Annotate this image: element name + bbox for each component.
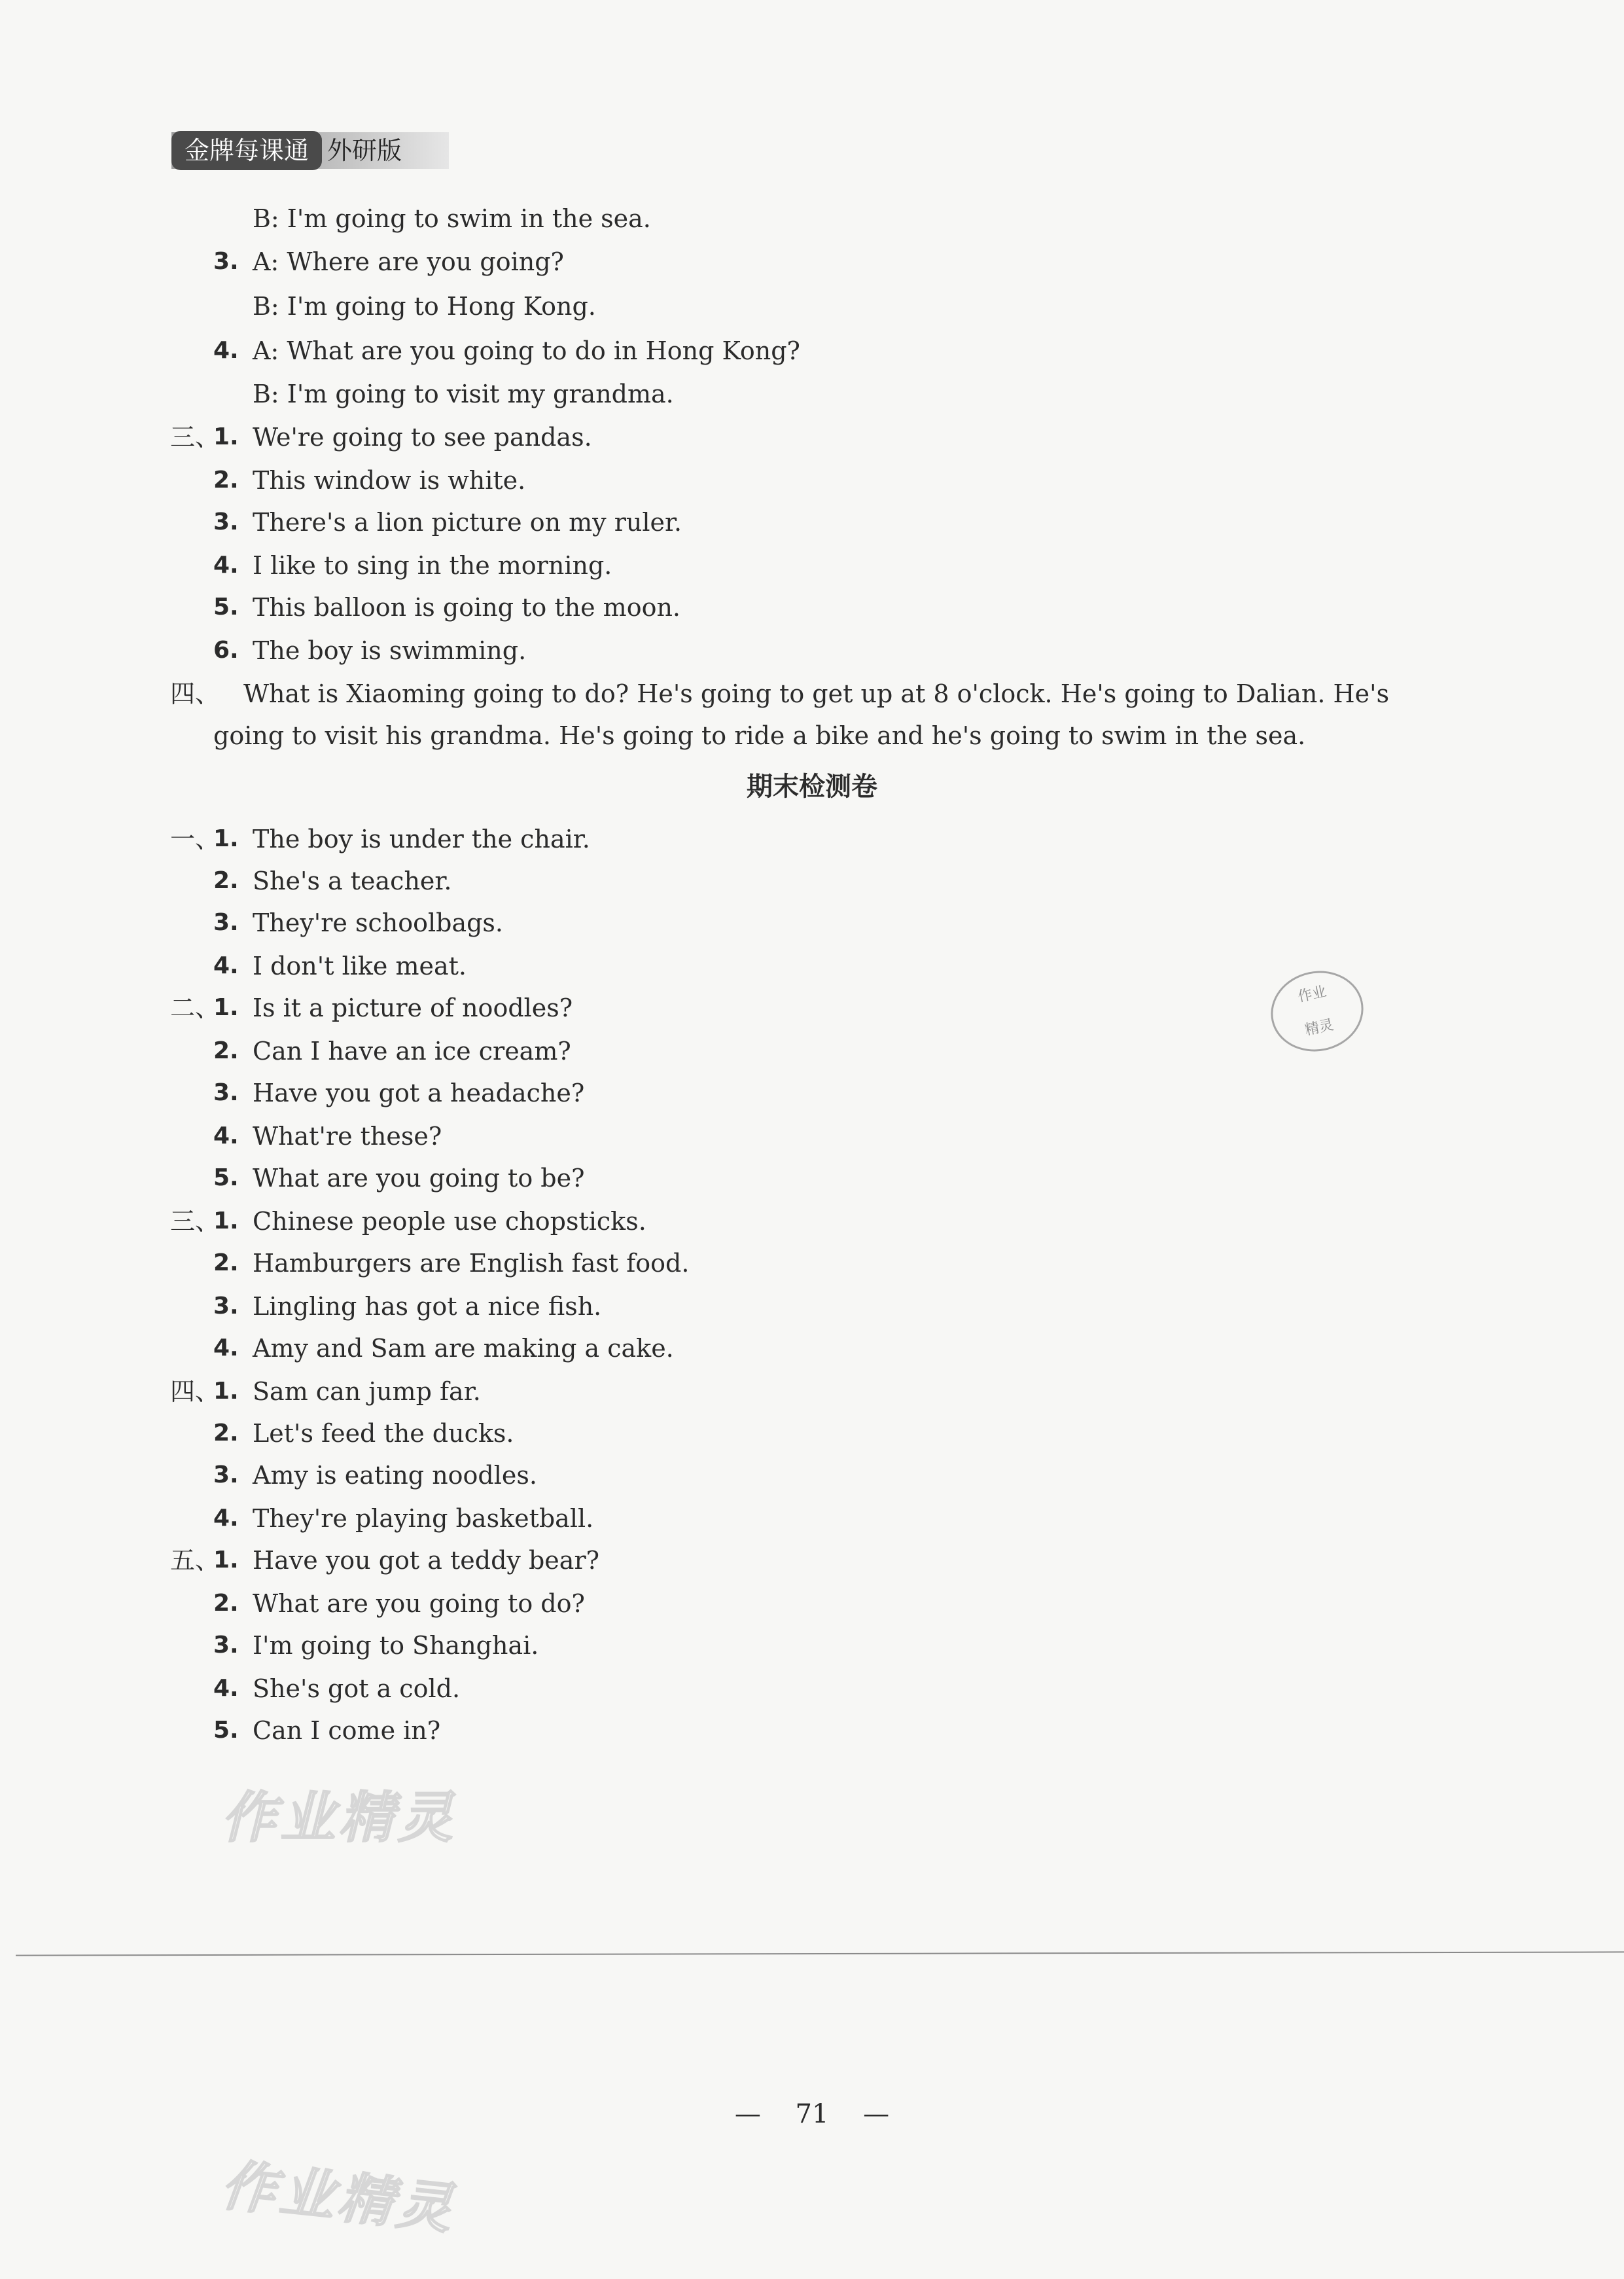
- section-marker: 四、: [170, 679, 221, 708]
- answer-line: Can I come in?: [253, 1716, 441, 1745]
- answer-line: What are you going to do?: [253, 1589, 585, 1618]
- answer-line: Amy is eating noodles.: [253, 1461, 537, 1490]
- answer-line: Have you got a teddy bear?: [253, 1546, 599, 1575]
- item-number: 2.: [213, 1420, 239, 1446]
- section-marker: 四、: [170, 1377, 221, 1406]
- item-number: 1.: [213, 994, 239, 1021]
- page-number-dash-left: —: [734, 2099, 761, 2129]
- section-marker: 二、: [170, 994, 221, 1022]
- item-number: 3.: [213, 1632, 239, 1659]
- answer-line: Let's feed the ducks.: [253, 1419, 514, 1448]
- answer-line: Sam can jump far.: [253, 1377, 481, 1406]
- item-number: 2.: [213, 467, 239, 493]
- item-number: 4.: [213, 337, 239, 364]
- answer-line: Hamburgers are English fast food.: [253, 1249, 690, 1278]
- section-marker: 三、: [170, 423, 221, 452]
- item-number: 4.: [213, 1335, 239, 1361]
- item-number: 2.: [213, 867, 239, 894]
- answer-line: They're schoolbags.: [253, 908, 504, 937]
- answer-line: going to visit his grandma. He's going to ride a bike and he's going to swim in the sea.: [213, 721, 1306, 750]
- watermark-upper: 作业精灵: [221, 1785, 457, 1850]
- answer-line: B: I'm going to Hong Kong.: [253, 292, 596, 321]
- item-number: 4.: [213, 1505, 239, 1532]
- answer-line: Amy and Sam are making a cake.: [253, 1334, 674, 1363]
- answer-line: What are you going to be?: [253, 1164, 585, 1193]
- item-number: 3.: [213, 1079, 239, 1106]
- answer-line: I don't like meat.: [253, 952, 467, 980]
- item-number: 4.: [213, 1122, 239, 1149]
- answer-line: Lingling has got a nice fish.: [253, 1292, 602, 1321]
- item-number: 1.: [213, 1378, 239, 1405]
- item-number: 1.: [213, 1547, 239, 1573]
- item-number: 2.: [213, 1590, 239, 1617]
- item-number: 3.: [213, 248, 239, 275]
- edition-label: 外研版: [327, 136, 402, 165]
- item-number: 1.: [213, 1208, 239, 1234]
- answer-line: They're playing basketball.: [253, 1504, 594, 1533]
- section-marker: 五、: [170, 1546, 221, 1575]
- item-number: 1.: [213, 423, 239, 450]
- answer-line: We're going to see pandas.: [253, 423, 592, 452]
- answer-line: I'm going to Shanghai.: [253, 1631, 539, 1660]
- item-number: 4.: [213, 552, 239, 579]
- watermark-lower: 作业精灵: [218, 2152, 459, 2242]
- item-number: 3.: [213, 909, 239, 936]
- item-number: 2.: [213, 1249, 239, 1276]
- answer-line: B: I'm going to swim in the sea.: [253, 204, 651, 233]
- item-number: 3.: [213, 1293, 239, 1319]
- item-number: 5.: [213, 594, 239, 620]
- answer-line: A: What are you going to do in Hong Kong?: [253, 336, 800, 365]
- answer-line: Is it a picture of noodles?: [253, 994, 573, 1022]
- item-number: 5.: [213, 1164, 239, 1191]
- answer-line: I like to sing in the morning.: [253, 551, 612, 580]
- item-number: 1.: [213, 825, 239, 852]
- item-number: 4.: [213, 1675, 239, 1702]
- item-number: 2.: [213, 1037, 239, 1064]
- section-marker: 一、: [170, 825, 221, 853]
- series-title: 金牌每课通: [171, 131, 322, 170]
- answer-line: She's got a cold.: [253, 1674, 461, 1703]
- answer-line: There's a lion picture on my ruler.: [253, 508, 682, 537]
- answer-line: B: I'm going to visit my grandma.: [253, 380, 674, 408]
- answer-line: The boy is under the chair.: [253, 825, 590, 853]
- stamp-text-top: 作业: [1296, 983, 1328, 1006]
- answer-line: Chinese people use chopsticks.: [253, 1207, 646, 1236]
- answer-line: What're these?: [253, 1122, 442, 1151]
- item-number: 3.: [213, 1462, 239, 1488]
- answer-line: This window is white.: [253, 466, 526, 495]
- answer-line: This balloon is going to the moon.: [253, 593, 680, 622]
- stamp-text-bottom: 精灵: [1303, 1016, 1335, 1039]
- item-number: 3.: [213, 509, 239, 535]
- item-number: 4.: [213, 952, 239, 979]
- page-number-row: [0, 2098, 1624, 2130]
- section-title: 期末检测卷: [747, 772, 877, 802]
- page-number: 71: [795, 2099, 829, 2129]
- footer-rule: [16, 1951, 1624, 1956]
- page-number-dash-right: —: [863, 2099, 890, 2129]
- answer-line: A: Where are you going?: [253, 247, 564, 276]
- section-marker: 三、: [170, 1207, 221, 1236]
- item-number: 5.: [213, 1717, 239, 1744]
- item-number: 6.: [213, 637, 239, 664]
- answer-line: Have you got a headache?: [253, 1079, 585, 1107]
- stamp-seal: [1263, 963, 1371, 1060]
- answer-line: The boy is swimming.: [253, 636, 527, 665]
- answer-line: Can I have an ice cream?: [253, 1037, 571, 1066]
- answer-line: She's a teacher.: [253, 867, 452, 895]
- answer-line: What is Xiaoming going to do? He's going to get up at 8 o'clock. He's going to Dalian. He's: [243, 679, 1390, 708]
